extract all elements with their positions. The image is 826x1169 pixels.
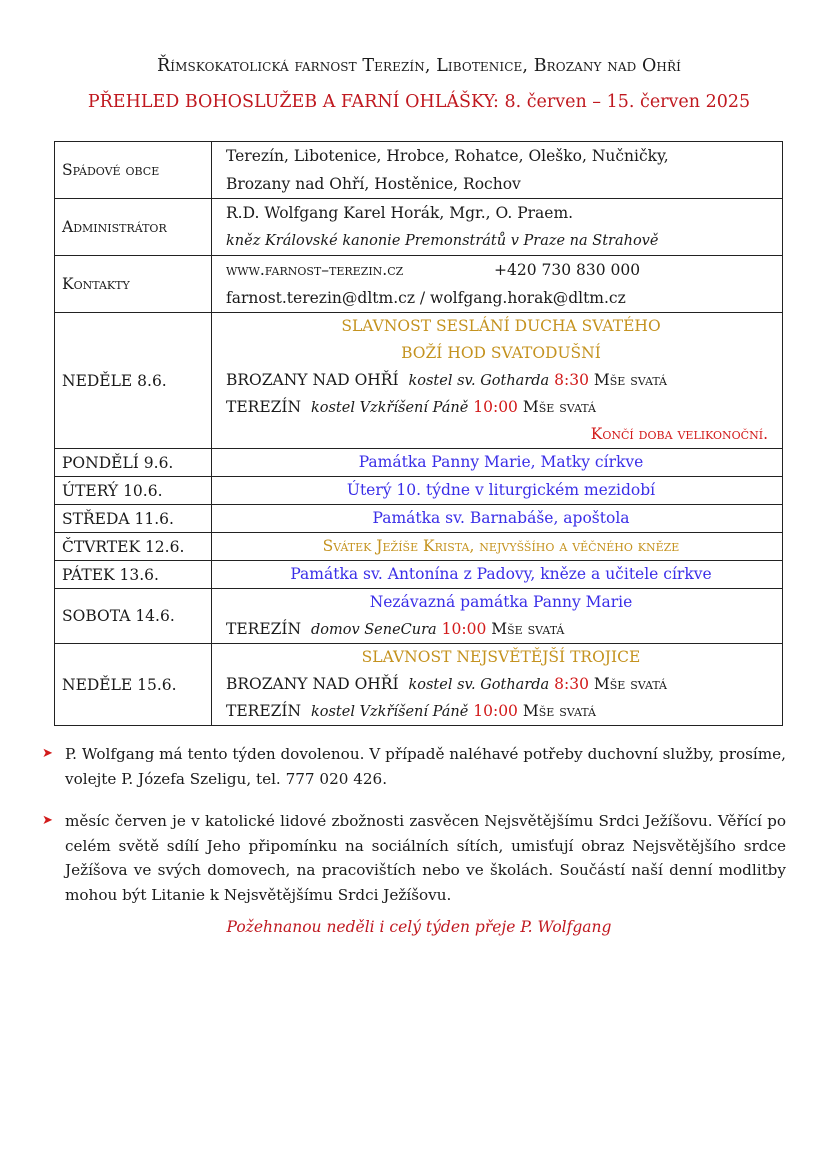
- season-end-note: Končí doba velikonoční.: [590, 425, 768, 443]
- table-row: [55, 199, 783, 256]
- weekday-title: Úterý 10. týdne v liturgickém mezidobí: [346, 481, 656, 499]
- kontakty-value: [212, 256, 783, 313]
- day-label: NEDĚLE 8.6.: [55, 313, 212, 449]
- feast-title: SLAVNOST NEJSVĚTĚJŠÍ TROJICE: [361, 648, 641, 666]
- spadove-line-2: Brozany nad Ohří, Hostěnice, Rochov: [226, 175, 521, 193]
- mass-time: 8:30: [554, 371, 589, 389]
- table-row: [55, 589, 783, 644]
- day-label: PÁTEK 13.6.: [55, 561, 212, 589]
- mass-entry: [226, 671, 776, 698]
- mass-entry: [226, 367, 776, 394]
- administrator-value: [212, 199, 783, 256]
- mass-place: TEREZÍN: [226, 398, 302, 416]
- feast-subtitle: BOŽÍ HOD SVATODUŠNÍ: [401, 344, 601, 362]
- mass-type: Mše svatá: [593, 675, 667, 693]
- day-label: SOBOTA 14.6.: [55, 589, 212, 644]
- arrowhead-icon: ➤: [42, 746, 53, 761]
- mass-place: TEREZÍN: [226, 620, 302, 638]
- mass-entry: [226, 394, 776, 421]
- label-kontakty: Kontakty: [55, 256, 212, 313]
- memorial: Nezávazná památka Panny Marie: [369, 593, 633, 611]
- spadove-line-1: Terezín, Libotenice, Hrobce, Rohatce, Oleško, Nučničky,: [226, 147, 669, 165]
- announcement-list: [40, 742, 786, 907]
- announcement-text: P. Wolfgang má tento týden dovolenou. V případě naléhavé potřeby duchovní služby, prosíme, volejte P. Józefa Szeligu, tel. 777 020 426.: [65, 745, 786, 788]
- table-row: [55, 644, 783, 726]
- day-label: ÚTERÝ 10.6.: [55, 477, 212, 505]
- mass-type: Mše svatá: [491, 620, 565, 638]
- table-row: [55, 256, 783, 313]
- mass-church: kostel Vzkříšení Páně: [310, 704, 469, 720]
- label-spadove-obce: Spádové obce: [55, 142, 212, 199]
- feast-title: SLAVNOST SESLÁNÍ DUCHA SVATÉHO: [341, 317, 661, 335]
- mass-church: kostel sv. Gotharda: [408, 373, 550, 389]
- day-content: [212, 313, 783, 449]
- day-label: ČTVRTEK 12.6.: [55, 533, 212, 561]
- spadove-obce-value: [212, 142, 783, 199]
- admin-order: kněz Královské kanonie Premonstrátů v Praze na Strahově: [226, 233, 659, 249]
- table-row: [55, 533, 783, 561]
- mass-type: Mše svatá: [522, 702, 596, 720]
- mass-type: Mše svatá: [593, 371, 667, 389]
- phone-number[interactable]: +420 730 830 000: [494, 261, 641, 279]
- table-row: [55, 449, 783, 477]
- mass-time: 8:30: [554, 675, 589, 693]
- announcement-text: měsíc červen je v katolické lidové zbožnosti zasvěcen Nejsvětějšímu Srdci Ježíšovu. Věřící po celém světě sdílí Jeho připomínku na sociálních sítích, umisťují obraz Nejsvětějšího srdce Ježíšova ve svých domovech, na pracovištích nebo ve školách. Součástí naší denní modlitby mohou být Litanie k Nejsvětějšímu Srdci Ježíšovu.: [65, 812, 786, 904]
- mass-time: 10:00: [473, 702, 518, 720]
- announcement-item: [40, 809, 786, 907]
- table-row: [55, 505, 783, 533]
- label-administrator: Administrátor: [55, 199, 212, 256]
- page-title: PŘEHLED BOHOSLUŽEB A FARNÍ OHLÁŠKY: 8. červen – 15. červen 2025: [87, 92, 751, 112]
- parish-name: Římskokatolická farnost Terezín, Libotenice, Brozany nad Ohří: [157, 56, 681, 76]
- mass-place: BROZANY NAD OHŘÍ: [226, 371, 399, 389]
- memorial: Památka sv. Barnabáše, apoštola: [372, 509, 630, 527]
- day-label: NEDĚLE 15.6.: [55, 644, 212, 726]
- announcement-item: [40, 742, 786, 791]
- memorial: Památka Panny Marie, Matky církve: [358, 453, 644, 471]
- feast-title: Svátek Ježíše Krista, nejvyššího a věčného kněze: [322, 537, 680, 555]
- admin-name: R.D. Wolfgang Karel Horák, Mgr., O. Praem.: [226, 204, 574, 222]
- table-row: [55, 477, 783, 505]
- blessing-text: Požehnanou neděli i celý týden přeje P. Wolfgang: [226, 918, 612, 936]
- mass-entry: [226, 616, 776, 643]
- table-row: [55, 142, 783, 199]
- memorial: Památka sv. Antonína z Padovy, kněze a učitele církve: [290, 565, 712, 583]
- mass-entry: [226, 698, 776, 725]
- table-row: [55, 561, 783, 589]
- mass-place: TEREZÍN: [226, 702, 302, 720]
- arrowhead-icon: ➤: [42, 813, 53, 828]
- day-label: STŘEDA 11.6.: [55, 505, 212, 533]
- table-row: [55, 313, 783, 449]
- day-label: PONDĚLÍ 9.6.: [55, 449, 212, 477]
- mass-church: domov SeneCura: [310, 622, 437, 638]
- mass-type: Mše svatá: [522, 398, 596, 416]
- schedule-table: [54, 141, 783, 726]
- mass-church: kostel Vzkříšení Páně: [310, 400, 469, 416]
- mass-time: 10:00: [473, 398, 518, 416]
- website-link[interactable]: www.farnost–terezin.cz: [226, 261, 404, 279]
- mass-place: BROZANY NAD OHŘÍ: [226, 675, 399, 693]
- mass-church: kostel sv. Gotharda: [408, 677, 550, 693]
- mass-time: 10:00: [441, 620, 487, 638]
- email-addresses[interactable]: farnost.terezin@dltm.cz / wolfgang.horak@dltm.cz: [226, 289, 626, 307]
